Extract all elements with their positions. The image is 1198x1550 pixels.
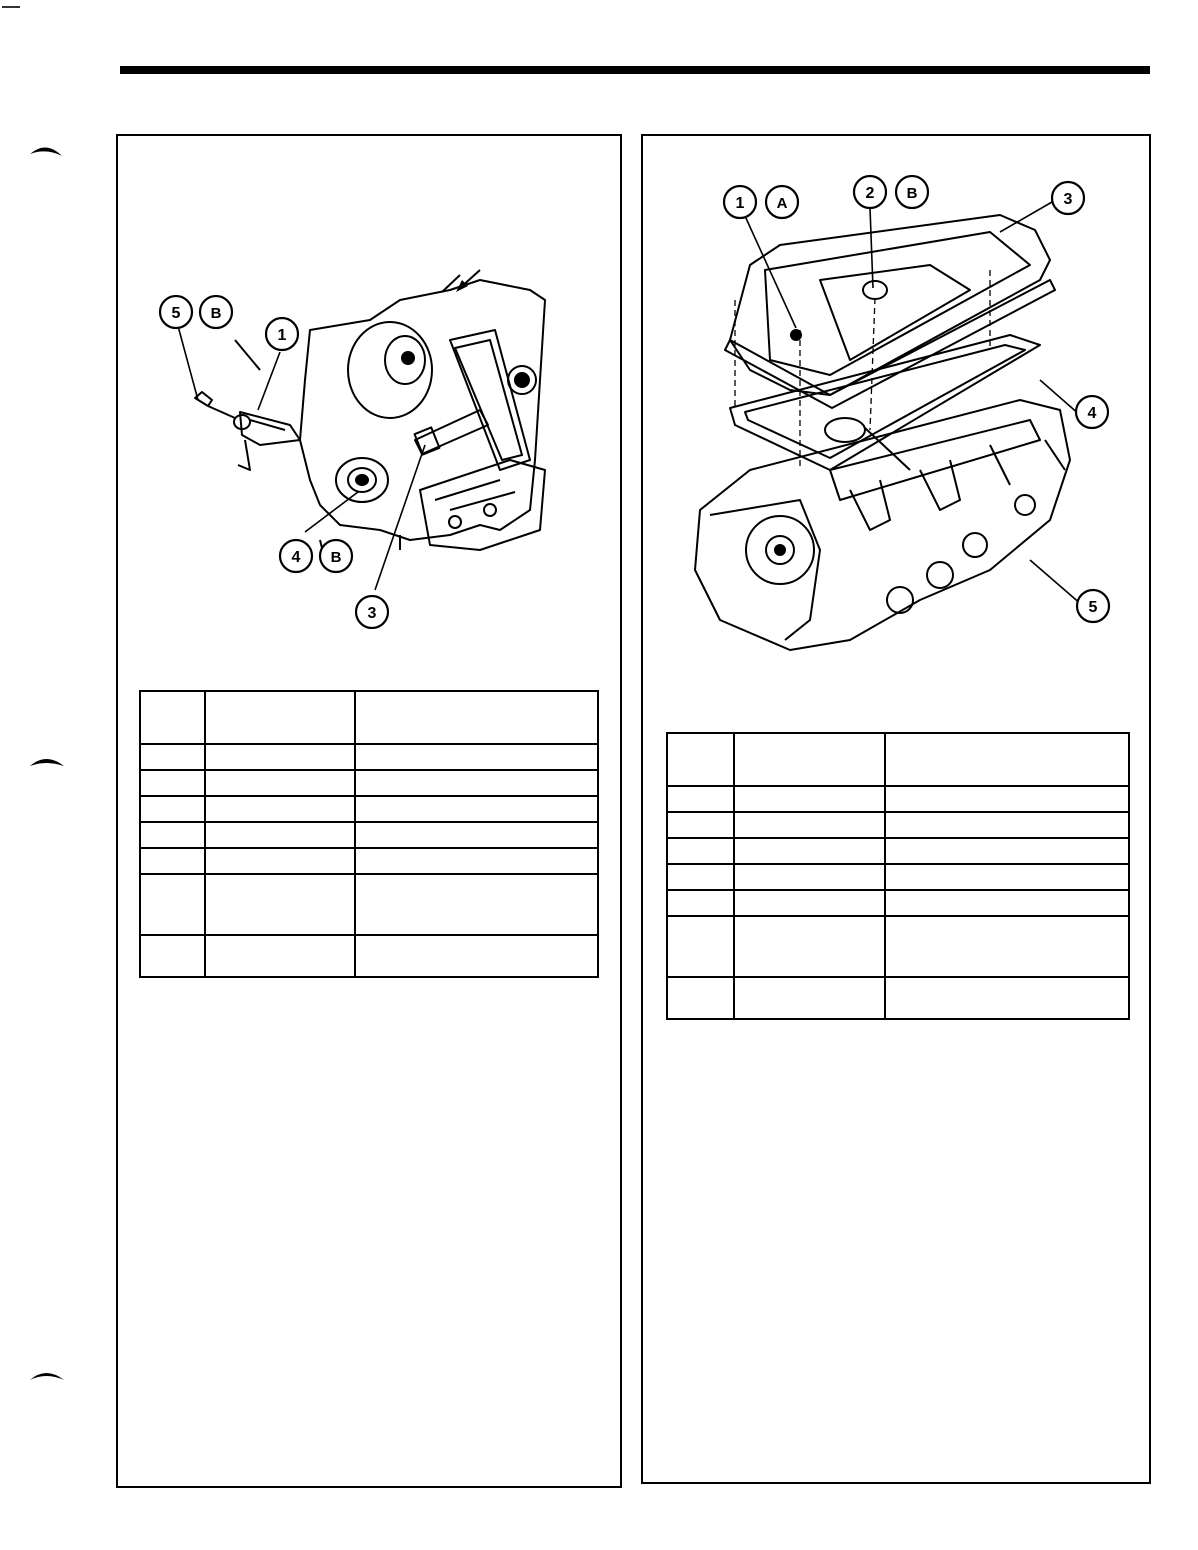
oil-pan-illustration [690,170,1130,680]
callout-4 [1076,396,1108,428]
callout-letter-b [320,540,352,572]
table-row [667,812,1129,838]
right-step-table [666,732,1130,1020]
callout-1 [724,186,756,218]
table-header-row [667,733,1129,786]
table-row [667,916,1129,977]
header-rule [120,66,1150,74]
table-row [140,744,598,770]
table-row [667,786,1129,812]
front-cover-bracket-illustration [150,260,570,630]
callout-4 [280,540,312,572]
svg-text:B: B [210,305,222,322]
table-row [667,977,1129,1019]
table-row [667,864,1129,890]
table-row [140,935,598,977]
table-header-row [140,691,598,744]
svg-text:4: 4 [1087,405,1097,422]
svg-text:B: B [906,185,918,202]
svg-text:A: A [776,195,788,212]
callout-3 [356,596,388,628]
svg-text:5: 5 [171,305,181,322]
callout-5 [1077,590,1109,622]
svg-text:1: 1 [735,195,745,212]
table-row [140,796,598,822]
callout-letter-a [766,186,798,218]
binder-hole-mark [0,1358,66,1398]
svg-text:3: 3 [1063,191,1073,208]
callout-letter-b [200,296,232,328]
svg-text:2: 2 [865,185,875,202]
binder-hole-mark [0,138,66,178]
svg-text:3: 3 [367,605,377,622]
left-step-table [139,690,599,978]
table-row [667,890,1129,916]
table-row [140,874,598,935]
table-row [140,848,598,874]
svg-text:B: B [330,549,342,566]
table-row [140,770,598,796]
svg-text:1: 1 [277,327,287,344]
callout-5 [160,296,192,328]
table-row [140,822,598,848]
callout-3 [1052,182,1084,214]
callout-letter-b [896,176,928,208]
callout-2 [854,176,886,208]
corner-mark [2,6,20,8]
svg-text:4: 4 [291,549,301,566]
binder-hole-mark [0,746,66,786]
callout-1 [266,318,298,350]
svg-text:5: 5 [1088,599,1098,616]
table-row [667,838,1129,864]
